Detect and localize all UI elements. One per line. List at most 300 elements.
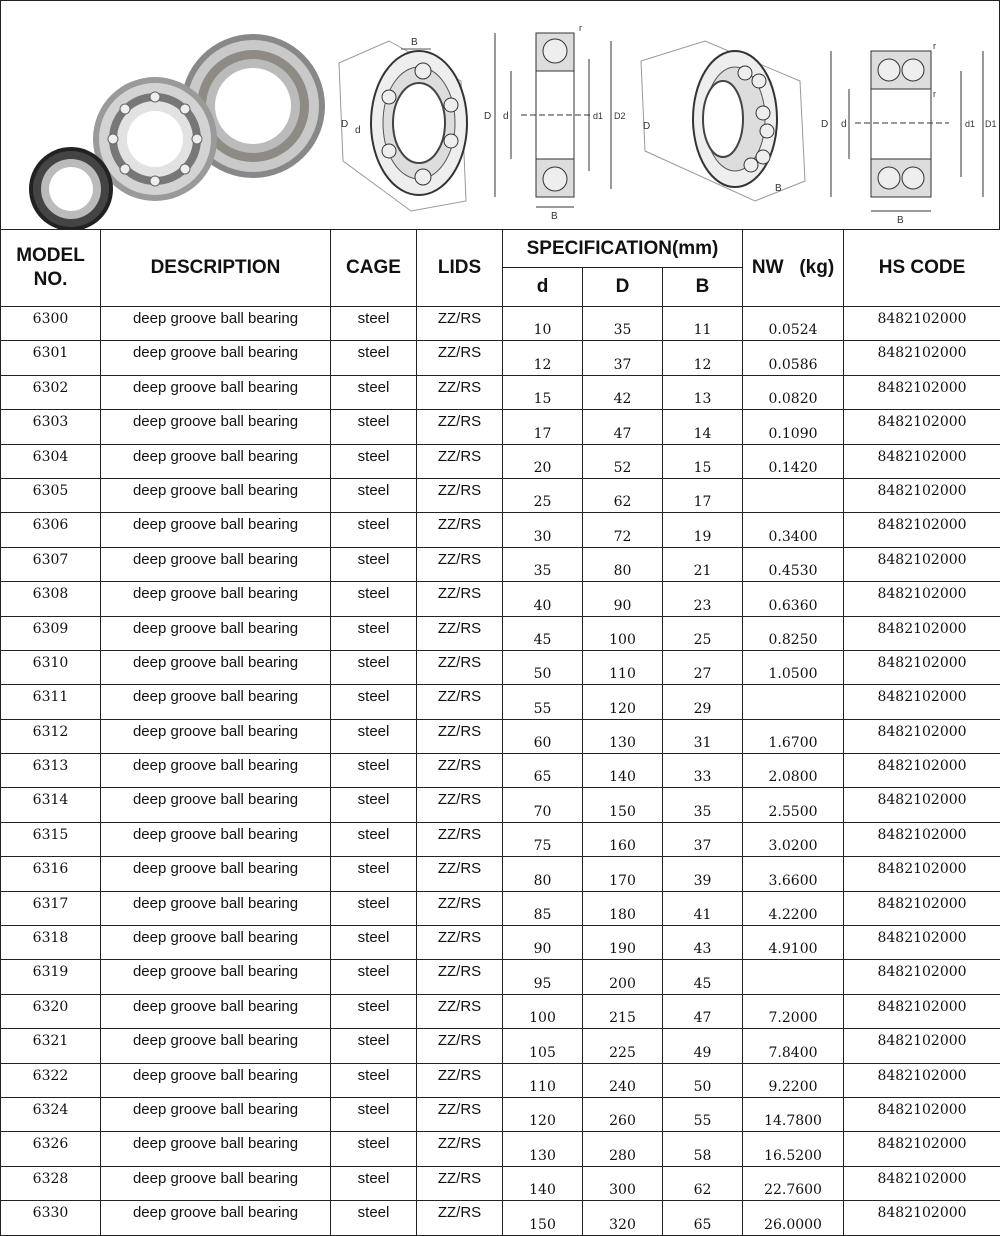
cell-d: 12 (503, 341, 583, 375)
label-d1: d1 (965, 119, 975, 129)
cell-cage: steel (331, 1097, 417, 1131)
cell-description: deep groove ball bearing (101, 994, 331, 1028)
cell-d: 55 (503, 685, 583, 719)
label-d: d (355, 125, 361, 136)
label-D: D (821, 119, 828, 130)
cell-D: 80 (583, 547, 663, 581)
cell-hs-code: 8482102000 (844, 307, 1000, 341)
label-B: B (411, 37, 418, 48)
cell-D: 320 (583, 1201, 663, 1235)
cell-nw: 7.2000 (743, 994, 844, 1028)
cell-lids: ZZ/RS (417, 375, 503, 409)
cell-hs-code: 8482102000 (844, 788, 1000, 822)
cell-model: 6312 (1, 719, 101, 753)
table-row (1, 891, 1000, 925)
cell-lids: ZZ/RS (417, 891, 503, 925)
cell-lids: ZZ/RS (417, 788, 503, 822)
cell-model: 6307 (1, 547, 101, 581)
cell-hs-code: 8482102000 (844, 341, 1000, 375)
cell-model: 6305 (1, 478, 101, 512)
cell-hs-code: 8482102000 (844, 1097, 1000, 1131)
cell-lids: ZZ/RS (417, 513, 503, 547)
cell-B: 15 (663, 444, 743, 478)
cell-lids: ZZ/RS (417, 1029, 503, 1063)
cell-lids: ZZ/RS (417, 926, 503, 960)
cell-model: 6318 (1, 926, 101, 960)
cell-D: 130 (583, 719, 663, 753)
header-spec-d: d (503, 268, 583, 307)
cell-d: 65 (503, 754, 583, 788)
cell-nw: 3.6600 (743, 857, 844, 891)
table-row (1, 960, 1000, 994)
cell-D: 180 (583, 891, 663, 925)
cell-B: 62 (663, 1166, 743, 1200)
cell-cage: steel (331, 822, 417, 856)
cell-lids: ZZ/RS (417, 1166, 503, 1200)
cell-nw (743, 478, 844, 512)
cell-lids: ZZ/RS (417, 547, 503, 581)
cell-cage: steel (331, 547, 417, 581)
bearings-photo (5, 1, 327, 229)
cell-model: 6303 (1, 410, 101, 444)
cell-description: deep groove ball bearing (101, 960, 331, 994)
cell-d: 90 (503, 926, 583, 960)
cell-description: deep groove ball bearing (101, 375, 331, 409)
cell-model: 6328 (1, 1166, 101, 1200)
cell-hs-code: 8482102000 (844, 616, 1000, 650)
cell-d: 130 (503, 1132, 583, 1166)
cell-d: 40 (503, 582, 583, 616)
header-spec-D: D (583, 268, 663, 307)
cell-hs-code: 8482102000 (844, 410, 1000, 444)
header-cage: CAGE (331, 230, 417, 307)
label-d1: d1 (593, 111, 603, 121)
label-D1: D1 (985, 119, 997, 129)
cell-d: 80 (503, 857, 583, 891)
cell-B: 35 (663, 788, 743, 822)
cell-cage: steel (331, 685, 417, 719)
cell-nw: 0.8250 (743, 616, 844, 650)
cell-B: 55 (663, 1097, 743, 1131)
cell-model: 6315 (1, 822, 101, 856)
cell-D: 260 (583, 1097, 663, 1131)
cell-lids: ZZ/RS (417, 444, 503, 478)
cell-lids: ZZ/RS (417, 582, 503, 616)
cell-d: 120 (503, 1097, 583, 1131)
cell-cage: steel (331, 994, 417, 1028)
cell-model: 6330 (1, 1201, 101, 1235)
cell-hs-code: 8482102000 (844, 822, 1000, 856)
cell-D: 62 (583, 478, 663, 512)
cell-D: 90 (583, 582, 663, 616)
table-body (1, 307, 1000, 1236)
cell-model: 6322 (1, 1063, 101, 1097)
label-D: D (484, 111, 491, 122)
table-row (1, 926, 1000, 960)
cell-description: deep groove ball bearing (101, 719, 331, 753)
label-D2: D2 (614, 111, 626, 121)
cell-hs-code: 8482102000 (844, 754, 1000, 788)
cell-nw: 26.0000 (743, 1201, 844, 1235)
cell-D: 100 (583, 616, 663, 650)
cell-description: deep groove ball bearing (101, 1132, 331, 1166)
cell-cage: steel (331, 891, 417, 925)
cell-description: deep groove ball bearing (101, 650, 331, 684)
cell-model: 6316 (1, 857, 101, 891)
cell-hs-code: 8482102000 (844, 547, 1000, 581)
cell-description: deep groove ball bearing (101, 513, 331, 547)
cell-D: 170 (583, 857, 663, 891)
header-specification: SPECIFICATION(mm) (503, 230, 743, 268)
cell-description: deep groove ball bearing (101, 857, 331, 891)
cell-cage: steel (331, 926, 417, 960)
cell-nw: 14.7800 (743, 1097, 844, 1131)
cell-model: 6308 (1, 582, 101, 616)
cell-cage: steel (331, 788, 417, 822)
table-row (1, 1201, 1000, 1235)
cell-hs-code: 8482102000 (844, 926, 1000, 960)
cell-hs-code: 8482102000 (844, 719, 1000, 753)
cross-section-double-row-diagram (819, 1, 999, 229)
cell-description: deep groove ball bearing (101, 822, 331, 856)
cutaway-double-row-diagram (635, 1, 815, 229)
cell-D: 140 (583, 754, 663, 788)
cell-model: 6314 (1, 788, 101, 822)
cell-description: deep groove ball bearing (101, 444, 331, 478)
cell-description: deep groove ball bearing (101, 410, 331, 444)
cell-nw: 7.8400 (743, 1029, 844, 1063)
table-row (1, 719, 1000, 753)
cell-cage: steel (331, 1029, 417, 1063)
cell-D: 42 (583, 375, 663, 409)
cell-hs-code: 8482102000 (844, 1132, 1000, 1166)
cell-cage: steel (331, 410, 417, 444)
cell-cage: steel (331, 719, 417, 753)
table-row (1, 994, 1000, 1028)
cell-lids: ZZ/RS (417, 341, 503, 375)
cell-D: 215 (583, 994, 663, 1028)
label-B: B (551, 211, 558, 222)
cell-lids: ZZ/RS (417, 307, 503, 341)
cell-model: 6311 (1, 685, 101, 719)
cell-nw: 2.5500 (743, 788, 844, 822)
header-image-strip (0, 0, 1000, 230)
cell-nw: 0.1090 (743, 410, 844, 444)
cell-description: deep groove ball bearing (101, 754, 331, 788)
cell-lids: ZZ/RS (417, 822, 503, 856)
cell-model: 6320 (1, 994, 101, 1028)
cell-nw (743, 960, 844, 994)
table-row (1, 341, 1000, 375)
cell-d: 30 (503, 513, 583, 547)
cell-model: 6326 (1, 1132, 101, 1166)
label-B: B (775, 183, 782, 194)
cell-model: 6321 (1, 1029, 101, 1063)
cell-D: 280 (583, 1132, 663, 1166)
cell-D: 47 (583, 410, 663, 444)
cell-d: 150 (503, 1201, 583, 1235)
cell-B: 12 (663, 341, 743, 375)
cell-description: deep groove ball bearing (101, 1029, 331, 1063)
cell-nw: 0.4530 (743, 547, 844, 581)
label-B: B (897, 215, 904, 226)
cell-B: 23 (663, 582, 743, 616)
header-hs-code: HS CODE (844, 230, 1000, 307)
cell-B: 58 (663, 1132, 743, 1166)
table-row (1, 754, 1000, 788)
table-row (1, 375, 1000, 409)
cell-model: 6319 (1, 960, 101, 994)
table-row (1, 1132, 1000, 1166)
label-D: D (341, 119, 348, 130)
table-row (1, 1063, 1000, 1097)
cell-D: 35 (583, 307, 663, 341)
cell-d: 100 (503, 994, 583, 1028)
label-d: d (503, 111, 509, 122)
cell-cage: steel (331, 1063, 417, 1097)
cell-d: 15 (503, 375, 583, 409)
cell-nw: 0.3400 (743, 513, 844, 547)
cell-hs-code: 8482102000 (844, 650, 1000, 684)
table-row (1, 650, 1000, 684)
cell-lids: ZZ/RS (417, 410, 503, 444)
cell-nw: 0.0820 (743, 375, 844, 409)
cell-hs-code: 8482102000 (844, 891, 1000, 925)
table-row (1, 547, 1000, 581)
cell-B: 49 (663, 1029, 743, 1063)
cell-nw: 2.0800 (743, 754, 844, 788)
cell-B: 29 (663, 685, 743, 719)
cell-nw: 4.9100 (743, 926, 844, 960)
cell-B: 45 (663, 960, 743, 994)
cell-hs-code: 8482102000 (844, 444, 1000, 478)
cell-model: 6300 (1, 307, 101, 341)
label-r: r (933, 89, 936, 99)
cell-hs-code: 8482102000 (844, 582, 1000, 616)
cell-B: 14 (663, 410, 743, 444)
cell-d: 110 (503, 1063, 583, 1097)
cell-hs-code: 8482102000 (844, 1029, 1000, 1063)
cell-d: 10 (503, 307, 583, 341)
cell-D: 72 (583, 513, 663, 547)
cell-description: deep groove ball bearing (101, 1201, 331, 1235)
cell-D: 225 (583, 1029, 663, 1063)
cell-description: deep groove ball bearing (101, 1166, 331, 1200)
table-row (1, 582, 1000, 616)
label-r: r (579, 23, 582, 33)
cell-cage: steel (331, 1201, 417, 1235)
cell-description: deep groove ball bearing (101, 926, 331, 960)
cell-lids: ZZ/RS (417, 719, 503, 753)
cell-description: deep groove ball bearing (101, 616, 331, 650)
cell-D: 52 (583, 444, 663, 478)
table-row (1, 1029, 1000, 1063)
label-d: d (841, 119, 847, 130)
cell-description: deep groove ball bearing (101, 547, 331, 581)
cell-D: 110 (583, 650, 663, 684)
cell-d: 140 (503, 1166, 583, 1200)
cell-cage: steel (331, 754, 417, 788)
cell-hs-code: 8482102000 (844, 685, 1000, 719)
header-description: DESCRIPTION (101, 230, 331, 307)
cell-lids: ZZ/RS (417, 754, 503, 788)
table-row (1, 822, 1000, 856)
cell-lids: ZZ/RS (417, 650, 503, 684)
cell-hs-code: 8482102000 (844, 478, 1000, 512)
cell-D: 240 (583, 1063, 663, 1097)
cell-d: 50 (503, 650, 583, 684)
cell-lids: ZZ/RS (417, 1201, 503, 1235)
cell-d: 75 (503, 822, 583, 856)
cell-cage: steel (331, 960, 417, 994)
cell-B: 65 (663, 1201, 743, 1235)
cell-cage: steel (331, 444, 417, 478)
cell-d: 70 (503, 788, 583, 822)
cell-B: 43 (663, 926, 743, 960)
cell-cage: steel (331, 341, 417, 375)
cell-lids: ZZ/RS (417, 616, 503, 650)
table-row (1, 478, 1000, 512)
cell-D: 300 (583, 1166, 663, 1200)
cell-d: 25 (503, 478, 583, 512)
cell-cage: steel (331, 650, 417, 684)
header-spec-B: B (663, 268, 743, 307)
cell-d: 85 (503, 891, 583, 925)
cell-model: 6317 (1, 891, 101, 925)
label-D: D (643, 121, 650, 132)
cell-lids: ZZ/RS (417, 994, 503, 1028)
cell-B: 47 (663, 994, 743, 1028)
cell-D: 190 (583, 926, 663, 960)
cell-nw: 22.7600 (743, 1166, 844, 1200)
cell-model: 6324 (1, 1097, 101, 1131)
cell-d: 60 (503, 719, 583, 753)
cell-D: 160 (583, 822, 663, 856)
cell-B: 17 (663, 478, 743, 512)
cell-cage: steel (331, 513, 417, 547)
cell-lids: ZZ/RS (417, 857, 503, 891)
cell-B: 31 (663, 719, 743, 753)
cell-model: 6302 (1, 375, 101, 409)
label-r: r (933, 41, 936, 51)
cell-nw (743, 685, 844, 719)
cell-D: 200 (583, 960, 663, 994)
cell-description: deep groove ball bearing (101, 307, 331, 341)
cell-cage: steel (331, 478, 417, 512)
cell-B: 25 (663, 616, 743, 650)
cell-description: deep groove ball bearing (101, 478, 331, 512)
cell-model: 6306 (1, 513, 101, 547)
cell-lids: ZZ/RS (417, 960, 503, 994)
cell-description: deep groove ball bearing (101, 582, 331, 616)
header-model-no: MODEL NO. (1, 230, 101, 307)
table-row (1, 410, 1000, 444)
cell-cage: steel (331, 857, 417, 891)
cell-D: 37 (583, 341, 663, 375)
table-row (1, 513, 1000, 547)
cell-nw: 0.0524 (743, 307, 844, 341)
cell-B: 11 (663, 307, 743, 341)
cell-d: 17 (503, 410, 583, 444)
cell-model: 6310 (1, 650, 101, 684)
table-row (1, 1097, 1000, 1131)
cell-hs-code: 8482102000 (844, 857, 1000, 891)
cell-nw: 0.6360 (743, 582, 844, 616)
table-row (1, 444, 1000, 478)
cell-D: 150 (583, 788, 663, 822)
cell-B: 27 (663, 650, 743, 684)
header-nw: NW (kg) (743, 230, 844, 307)
table-row (1, 1166, 1000, 1200)
cell-description: deep groove ball bearing (101, 1097, 331, 1131)
table-row (1, 616, 1000, 650)
cell-nw: 0.0586 (743, 341, 844, 375)
cell-cage: steel (331, 307, 417, 341)
cell-hs-code: 8482102000 (844, 1063, 1000, 1097)
cell-B: 19 (663, 513, 743, 547)
cell-nw: 1.0500 (743, 650, 844, 684)
cell-model: 6304 (1, 444, 101, 478)
cell-cage: steel (331, 1166, 417, 1200)
cell-cage: steel (331, 582, 417, 616)
bearing-spec-table (0, 229, 1000, 1236)
cell-B: 50 (663, 1063, 743, 1097)
cell-d: 35 (503, 547, 583, 581)
cell-nw: 3.0200 (743, 822, 844, 856)
cell-lids: ZZ/RS (417, 1132, 503, 1166)
cell-lids: ZZ/RS (417, 1063, 503, 1097)
cross-section-single-row-diagram (481, 1, 631, 229)
cell-lids: ZZ/RS (417, 685, 503, 719)
cell-B: 33 (663, 754, 743, 788)
cell-d: 45 (503, 616, 583, 650)
cell-hs-code: 8482102000 (844, 1201, 1000, 1235)
cell-description: deep groove ball bearing (101, 1063, 331, 1097)
cell-lids: ZZ/RS (417, 1097, 503, 1131)
cell-model: 6301 (1, 341, 101, 375)
cell-model: 6309 (1, 616, 101, 650)
cell-B: 41 (663, 891, 743, 925)
cell-nw: 4.2200 (743, 891, 844, 925)
table-row (1, 685, 1000, 719)
cell-B: 21 (663, 547, 743, 581)
cell-hs-code: 8482102000 (844, 994, 1000, 1028)
cell-description: deep groove ball bearing (101, 891, 331, 925)
cell-description: deep groove ball bearing (101, 341, 331, 375)
cell-nw: 16.5200 (743, 1132, 844, 1166)
cell-d: 105 (503, 1029, 583, 1063)
cutaway-single-row-diagram (331, 1, 481, 229)
cell-hs-code: 8482102000 (844, 1166, 1000, 1200)
cell-hs-code: 8482102000 (844, 513, 1000, 547)
cell-lids: ZZ/RS (417, 478, 503, 512)
cell-d: 95 (503, 960, 583, 994)
cell-hs-code: 8482102000 (844, 375, 1000, 409)
table-row (1, 307, 1000, 341)
cell-hs-code: 8482102000 (844, 960, 1000, 994)
table-row (1, 788, 1000, 822)
cell-cage: steel (331, 616, 417, 650)
cell-d: 20 (503, 444, 583, 478)
cell-cage: steel (331, 375, 417, 409)
cell-description: deep groove ball bearing (101, 685, 331, 719)
cell-B: 13 (663, 375, 743, 409)
cell-nw: 0.1420 (743, 444, 844, 478)
header-lids: LIDS (417, 230, 503, 307)
cell-cage: steel (331, 1132, 417, 1166)
cell-B: 39 (663, 857, 743, 891)
cell-B: 37 (663, 822, 743, 856)
